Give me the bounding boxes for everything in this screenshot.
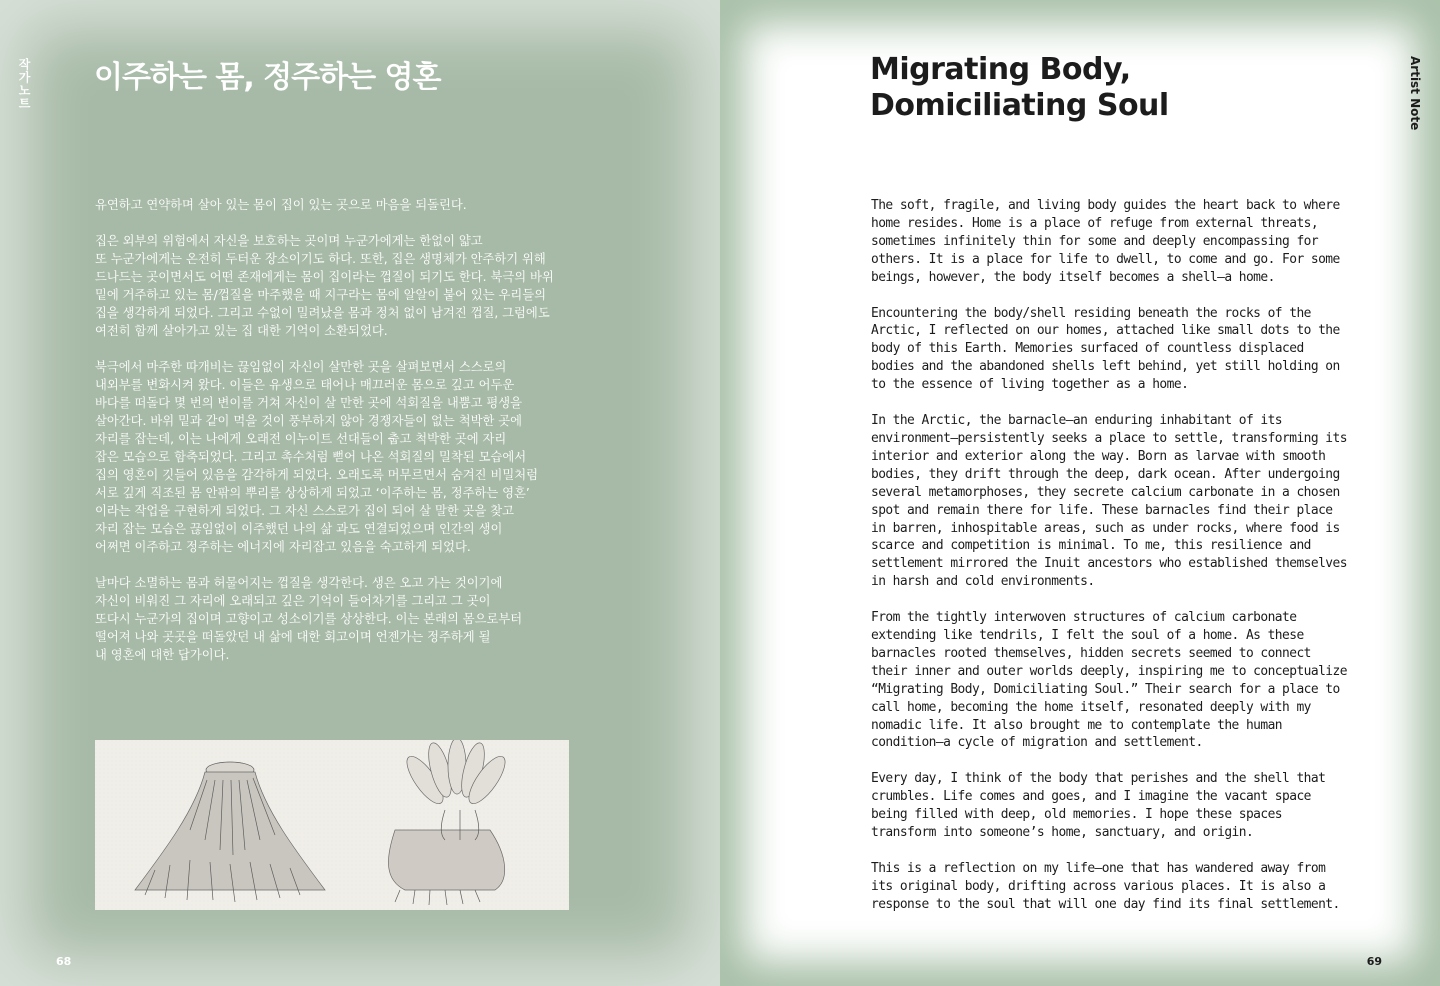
barnacle-drawing bbox=[95, 740, 569, 910]
title-line-2: Domiciliating Soul bbox=[870, 88, 1169, 123]
paragraph: Encountering the body/shell residing beneath the rocks of the Arctic, I reflected on our homes, attached like small dots to the body of this Earth. Memories surfaced of countless displaced bodies and the abandoned shells left behind, yet still holding on to the essence of living together as a home. bbox=[871, 305, 1340, 393]
page-title-english bbox=[870, 52, 1290, 124]
artwork-image bbox=[95, 740, 569, 910]
paragraph: This is a reflection on my life—one that has wandered away from its original body, drifting across various places. It is also a response to the soul that will one day find its final settlement. bbox=[871, 861, 1340, 912]
body-text-korean bbox=[95, 196, 575, 682]
side-label-korean: 작가노트 bbox=[17, 58, 31, 110]
title-line-1: Migrating Body, bbox=[870, 52, 1131, 87]
page-number: 68 bbox=[56, 955, 72, 968]
page-number: 69 bbox=[1366, 955, 1382, 968]
paragraph: 북극에서 마주한 따개비는 끊임없이 자신이 살만한 곳을 살펴보면서 스스로의 내외부를 변화시켜 왔다. 이들은 유생으로 태어나 매끄러운 몸으로 깊고 어두운 바다를 떠돌다 몇 번의 변이를 거쳐 자신이 살 만한 곳에 석회질을 내뿜고 평생을 살아간다. 바위 밑과 같이 먹을 것이 풍부하지 않아 경쟁자들이 없는 척박한 곳에 자리를 잡는데, 이는 나에게 오래전 이누이트 선대들이 춥고 척박한 곳에 자리 잡은 모습으로 함축되었다. 그리고 촉수처럼 뻗어 나온 석회질의 밀착된 모습에서 집의 영혼이 깃들어 있음을 감각하게 되었다. 오래도록 머무르면서 숨겨진 비밀처럼 서로 깊게 직조된 몸 안팎의 뿌리를 상상하게 되었고 ‘이주하는 몸, 정주하는 영혼’ 이라는 작업을 구현하게 되었다. 그 자신 스스로가 집이 되어 살 말한 곳을 찾고 자리 잡는 모습은 끊임없이 이주했던 나의 삶 과도 연결되었으며 인간의 생이 어쩌면 이주하고 정주하는 에너지에 자리잡고 있음을 숙고하게 되었다. bbox=[95, 360, 538, 554]
paragraph: 유연하고 연약하며 살아 있는 몸이 집이 있는 곳으로 마음을 되돌린다. bbox=[95, 198, 467, 212]
paragraph: From the tightly interwoven structures of calcium carbonate extending like tendrils, I felt the soul of a home. As these barnacles rooted themselves, hidden secrets seemed to connect their inner and outer worlds deeply, inspiring me to conceptualize “Migrating Body, Domiciliating Soul.” Their search for a place to call home, becoming the home itself, resonated deeply with my nomadic life. It also brought me to contemplate the human condition—a cycle of migration and settlement. bbox=[871, 610, 1347, 751]
paragraph: 날마다 소멸하는 몸과 허물어지는 껍질을 생각한다. 생은 오고 가는 것이기에 자신이 비워진 그 자리에 오래되고 깊은 기억이 들어차기를 그리고 그 곳이 또다시 누군가의 집이며 고향이고 성소이기를 상상한다. 이는 본래의 몸으로부터 떨어져 나와 곳곳을 떠돌았던 내 삶에 대한 회고이며 언젠가는 정주하게 될 내 영혼에 대한 답가이다. bbox=[95, 576, 523, 662]
side-label-english: Artist Note bbox=[1408, 56, 1422, 131]
paragraph: 집은 외부의 위험에서 자신을 보호하는 곳이며 누군가에게는 한없이 얇고 또 누군가에게는 온전히 두터운 장소이기도 하다. 또한, 집은 생명체가 안주하기 위해 드나드는 곳이면서도 어떤 존재에게는 몸이 집이라는 껍질이 되기도 한다. 북극의 바위 밑에 거주하고 있는 몸/껍질을 마주했을 때 지구라는 몸에 알알이 붙어 있는 우리들의 집을 생각하게 되었다. 그리고 수없이 밀려났을 몸과 정처 없이 남겨진 껍질, 그럼에도 여전히 함께 살아가고 있는 집 대한 기억이 소환되었다. bbox=[95, 234, 554, 338]
right-page bbox=[720, 0, 1440, 986]
paragraph: In the Arctic, the barnacle—an enduring inhabitant of its environment—persistently seeks a place to settle, transforming its interior and exterior along the way. Born as larvae with smooth bodies, they drift through the deep, dark ocean. After undergoing several metamorphoses, they secrete calcium carbonate in a chosen spot and remain there for life. These barnacles find their place in barren, inhospitable areas, such as under rocks, where food is scarce and competition is minimal. To me, this resilience and settlement mirrored the Inuit ancestors who established themselves in harsh and cold environments. bbox=[871, 413, 1347, 590]
paragraph: The soft, fragile, and living body guides the heart back to where home resides. Home is a place of refuge from external threats, sometimes infinitely thin for some and deeply encompassing for others. It is a place for life to dwell, to come and go. For some beings, however, the body itself becomes a shell—a home. bbox=[871, 198, 1340, 285]
paragraph: Every day, I think of the body that perishes and the shell that crumbles. Life comes and goes, and I imagine the vacant space being filled with deep, old memories. I hope these spaces transform into someone’s home, sanctuary, and origin. bbox=[871, 771, 1326, 841]
page-title-korean: 이주하는 몸, 정주하는 영혼 bbox=[94, 60, 441, 95]
body-text-english bbox=[871, 197, 1351, 932]
